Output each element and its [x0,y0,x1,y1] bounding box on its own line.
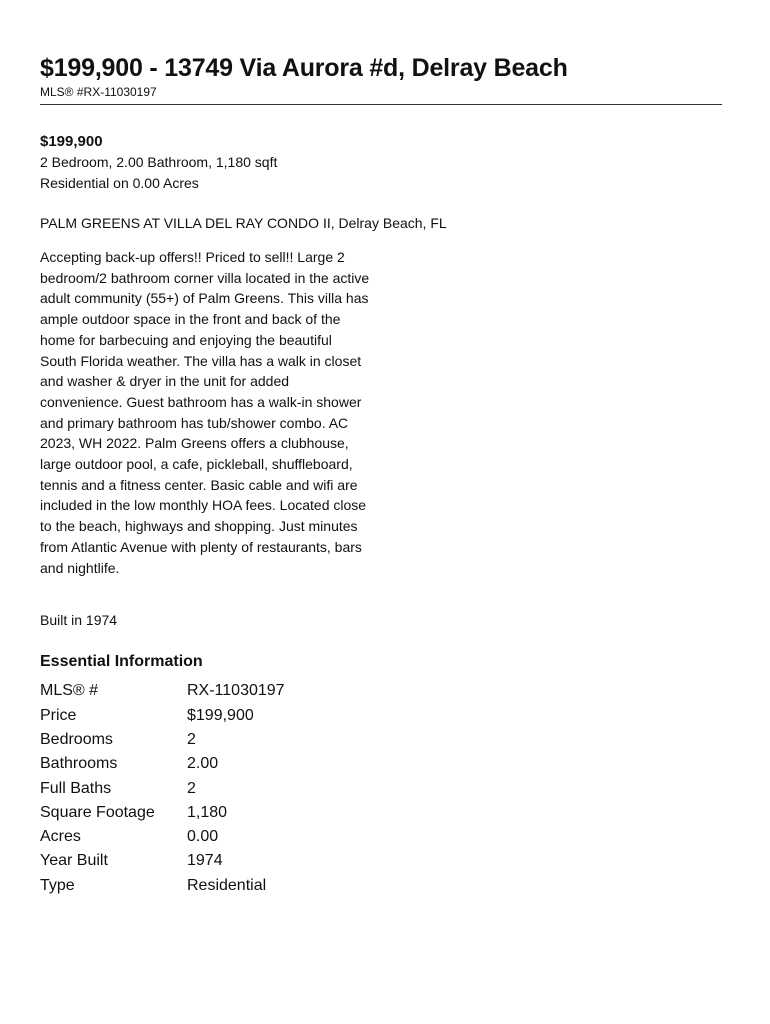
row-label: Acres [40,828,81,846]
row-value: $199,900 [187,706,254,724]
page-title: $199,900 - 13749 Via Aurora #d, Delray Beach [40,54,568,82]
mls-number: MLS® #RX-11030197 [40,84,722,105]
essential-info-table [40,679,285,898]
table-row [40,728,285,752]
table-row [40,849,285,873]
row-label: Year Built [40,852,108,870]
summary-type: Residential on 0.00 Acres [40,175,199,191]
row-label: Price [40,706,77,724]
table-row [40,874,285,898]
row-label: Bedrooms [40,730,113,748]
essential-info-heading: Essential Information [40,653,203,671]
listing-description: Accepting back-up offers!! Priced to sell!! Large 2 bedroom/2 bathroom corner villa located in the active adult community (55+) of Palm Greens. This villa has ample outdoor space in the front and back of the home for barbecuing and enjoying the beautiful South Florida weather. The villa has a walk in closet and washer & dryer in the unit for added convenience. Guest bathroom has a walk-in shower and primary bathroom has tub/shower combo. AC 2023, WH 2022. Palm Greens offers a clubhouse, large outdoor pool, a cafe, pickleball, shuffleboard, tennis and a fitness center. Basic cable and wifi are included in the low monthly HOA fees. Located close to the beach, highways and shopping. Just minutes from Atlantic Avenue with plenty of restaurants, bars and nightlife. [40,249,370,576]
table-row [40,704,285,728]
table-row [40,752,285,776]
table-row [40,801,285,825]
summary-specs: 2 Bedroom, 2.00 Bathroom, 1,180 sqft [40,154,278,170]
listing-page [40,52,722,898]
summary-price: $199,900 [40,133,103,150]
row-value: 2.00 [187,755,219,773]
row-value: RX-11030197 [187,682,285,700]
row-value: Residential [187,876,267,894]
row-value: 1,180 [187,803,228,821]
row-value: 2 [187,730,196,748]
listing-summary [40,131,722,194]
community-name: PALM GREENS AT VILLA DEL RAY CONDO II, Delray Beach, FL [40,215,447,231]
row-label: Square Footage [40,803,155,821]
row-label: Bathrooms [40,755,118,773]
row-label: Type [40,876,75,894]
row-label: Full Baths [40,779,112,797]
built-year: Built in 1974 [40,612,118,629]
table-row [40,776,285,800]
row-value: 0.00 [187,828,219,846]
row-value: 2 [187,779,196,797]
row-label: MLS® # [40,682,99,700]
table-row [40,825,285,849]
row-value: 1974 [187,852,223,870]
table-row [40,679,285,703]
